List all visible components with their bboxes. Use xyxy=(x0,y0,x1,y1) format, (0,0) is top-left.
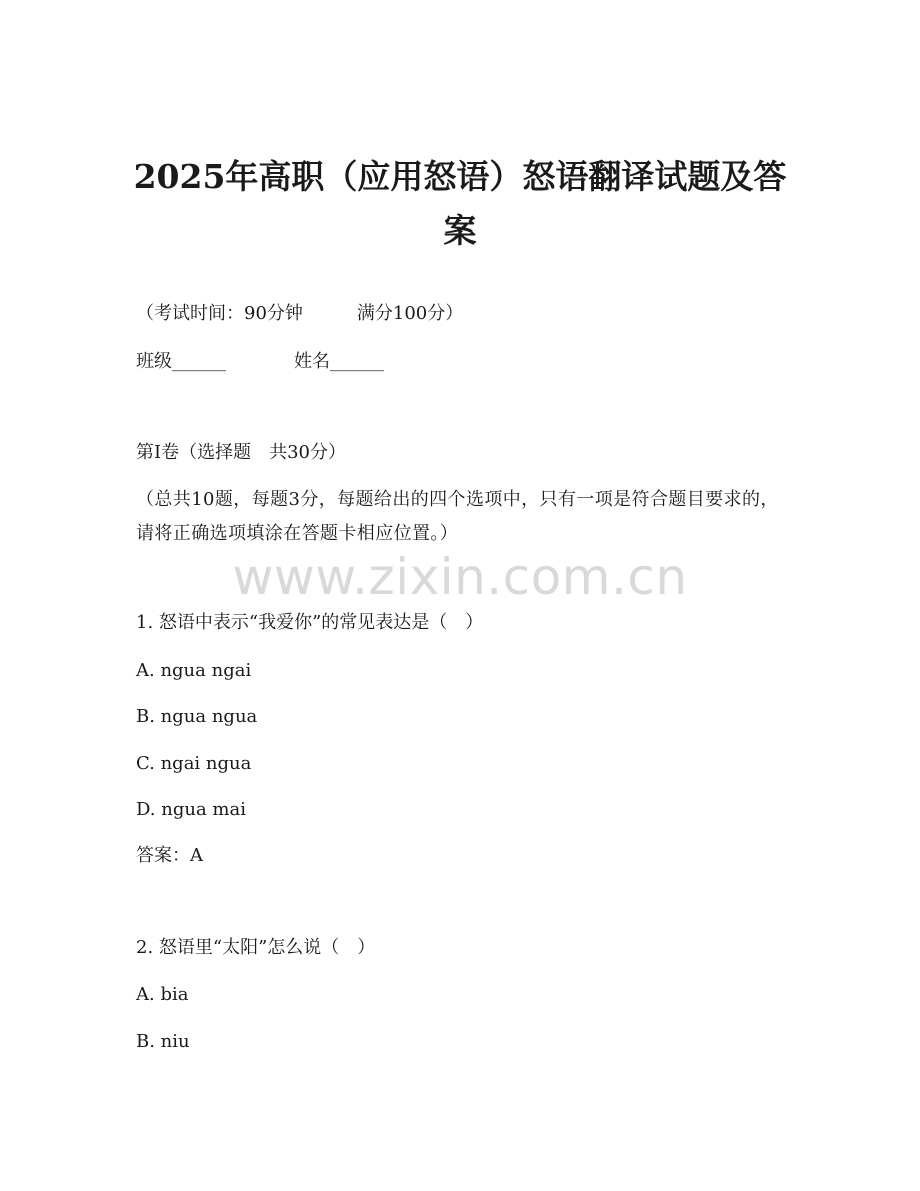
name-field: 姓名______ xyxy=(294,351,384,372)
option-b: B. ngua ngua xyxy=(136,706,258,727)
option-d: D. ngua mai xyxy=(136,799,246,820)
exam-info: （考试时间：90分钟 满分100分） xyxy=(136,303,464,324)
option-c: C. ngai ngua xyxy=(136,753,252,774)
section-instructions: （总共10题，每题3分，每题给出的四个选项中，只有一项是符合题目要求的，请将正确选项填涂在答题卡相应位置。） xyxy=(136,489,779,544)
watermark: www.zixin.com.cn xyxy=(232,548,688,606)
section-heading: 第I卷（选择题 共30分） xyxy=(136,442,347,463)
class-field: 班级______ xyxy=(136,351,226,372)
option-a: A. bia xyxy=(136,984,189,1005)
document-title: 2025年高职（应用怒语）怒语翻译试题及答案 xyxy=(133,157,787,250)
question-stem: 2. 怒语里“太阳”怎么说（ ） xyxy=(136,937,376,958)
option-a: A. ngua ngai xyxy=(136,660,252,681)
answer: 答案：A xyxy=(136,845,203,866)
option-b: B. niu xyxy=(136,1031,190,1052)
question-stem: 1. 怒语中表示“我爱你”的常见表达是（ ） xyxy=(136,612,484,633)
